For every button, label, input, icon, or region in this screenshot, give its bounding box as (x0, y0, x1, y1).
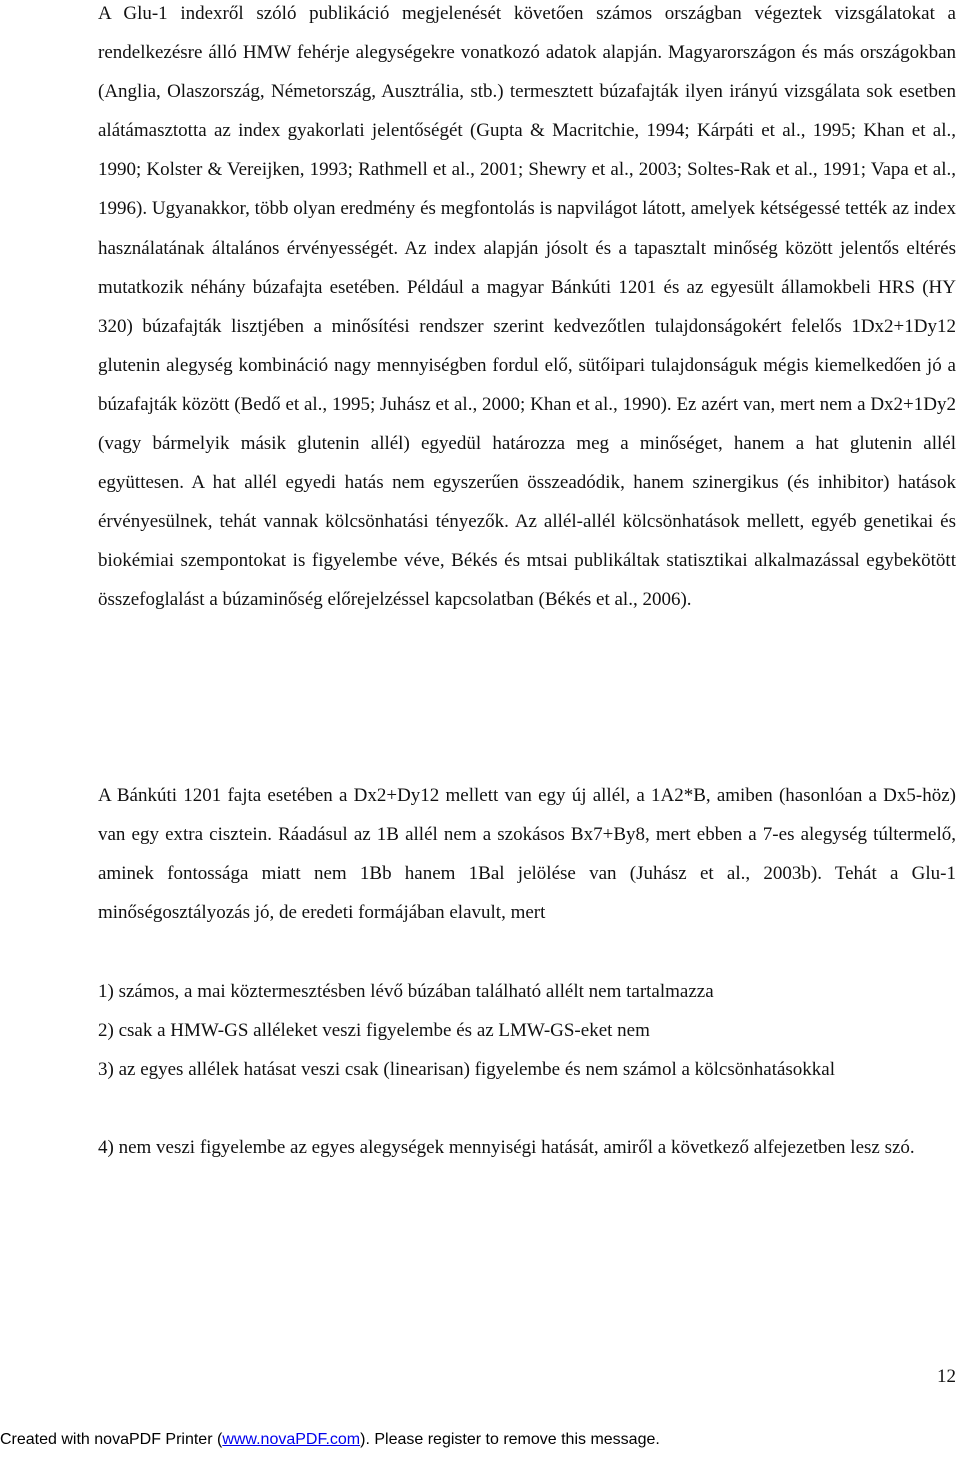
body-paragraph: A Glu-1 indexről szóló publikáció megjelenését követően számos országban végeztek vizsgálatokat a rendelkezésre álló HMW fehérje alegységekre vonatkozó adatok alapján. Magyarországon és más országokban (Anglia, Olaszország, Németország, Ausztrália, stb.) termesztett búzafajták ilyen irányú vizsgálata sok esetben alátámasztotta az index gyakorlati jelentőségét (Gupta & Macritchie, 1994; Kárpáti et al., 1995; Khan et al., 1990; Kolster & Vereijken, 1993; Rathmell et al., 2001; Shewry et al., 2003; Soltes-Rak et al., 1991; Vapa et al., 1996). Ugyanakkor, több olyan eredmény és megfontolás is napvilágot látott, amelyek kétségessé tették az index használatának általános érvényességét. Az index alapján jósolt és a tapasztalt minőség között jelentős eltérés mutatkozik néhány búzafajta esetében. Például a magyar Bánkúti 1201 és az egyesült államokbeli HRS (HY 320) búzafajták lisztjében a minősítési rendszer szerint kedvezőtlen tulajdonságokért felelős 1Dx2+1Dy12 glutenin alegység kombináció nagy mennyiségben fordul elő, sütőipari tulajdonságuk mégis kiemelkedően jó a búzafajták között (Bedő et al., 1995; Juhász et al., 2000; Khan et al., 1990). Ez azért van, mert nem a Dx2+1Dy2 (vagy bármelyik másik glutenin allél) egyedül határozza meg a minőséget, hanem a hat glutenin allél együttesen. A hat allél egyedi hatás nem egyszerűen összeadódik, hanem szinergikus (és inhibitor) hatások érvényesülnek, tehát vannak kölcsönhatási tényezők. Az allél-allél kölcsönhatások mellett, egyéb genetikai és biokémiai szempontokat is figyelembe véve, Békés és mtsai publikáltak statisztikai alkalmazással egybekötött összefoglalást a búzaminőség előrejelzéssel kapcsolatban (Békés et al., 2006). (98, 3, 956, 611)
list-item: 1) számos, a mai köztermesztésben lévő búzában található allélt nem tartalmazza (98, 981, 714, 1002)
list-item: 4) nem veszi figyelembe az egyes alegységek mennyiségi hatását, amiről a következő alfejezetben lesz szó. (98, 1137, 915, 1158)
watermark-footer (0, 1431, 660, 1449)
footer-prefix: Created with novaPDF Printer ( (0, 1431, 223, 1448)
list-item: 2) csak a HMW-GS alléleket veszi figyelembe és az LMW-GS-eket nem (98, 1020, 650, 1041)
footer-suffix: ). Please register to remove this message. (360, 1431, 660, 1448)
page-number: 12 (937, 1366, 956, 1387)
body-paragraph: A Bánkúti 1201 fajta esetében a Dx2+Dy12 mellett van egy új allél, a 1A2*B, amiben (hasonlóan a Dx5-höz) van egy extra cisztein. Ráadásul az 1B allél nem a szokásos Bx7+By8, mert ebben a 7-es alegység túltermelő, aminek fontossága miatt nem 1Bb hanem 1Bal jelölése van (Juhász et al., 2003b). Tehát a Glu-1 minőségosztályozás jó, de eredeti formájában elavult, mert (98, 785, 956, 924)
footer-link[interactable]: www.novaPDF.com (222, 1431, 361, 1448)
list-item: 3) az egyes allélek hatásat veszi csak (linearisan) figyelembe és nem számol a kölcsönhatásokkal (98, 1059, 836, 1080)
